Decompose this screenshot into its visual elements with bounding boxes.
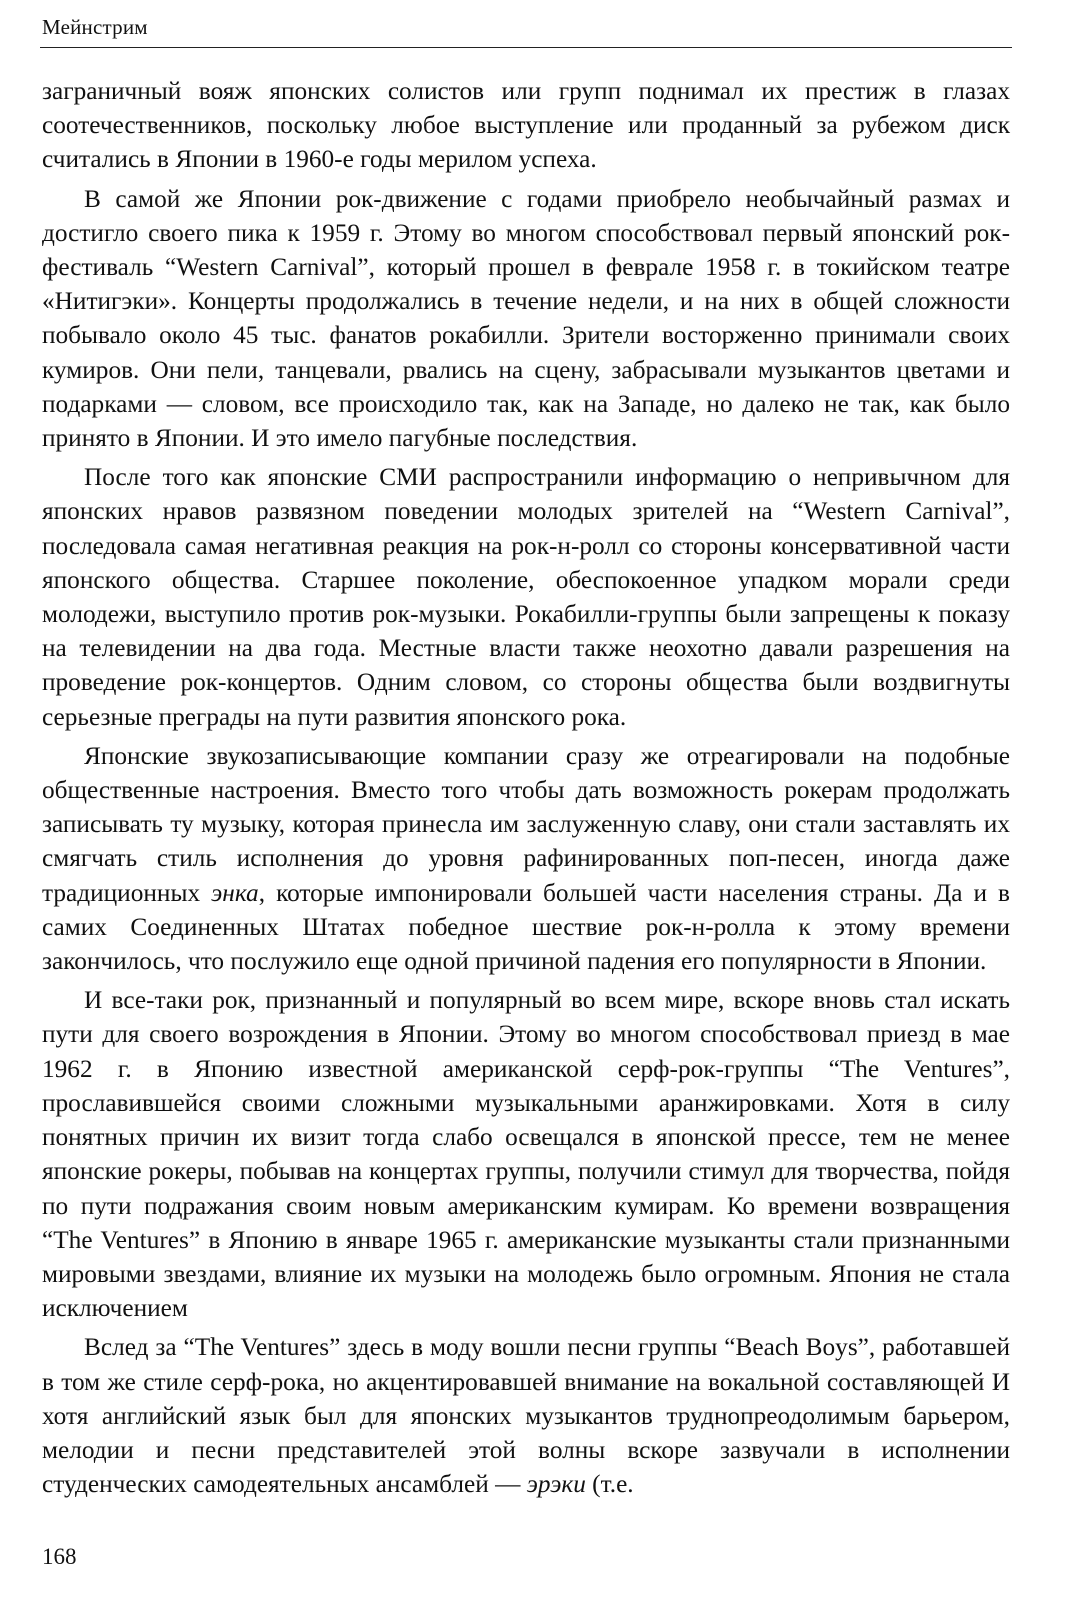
running-title: Мейнстрим [42,15,148,39]
italic-term: эрэки [526,1470,586,1499]
paragraph-text: заграничный вояж японских солистов или групп поднимал их престиж в глазах соотечественников, поскольку любое выступление или проданный за рубежом диск считались в Японии в 1960-е годы мерилом успеха. [42,77,1010,174]
paragraph-1 [42,74,1010,177]
paragraph-text: После того как японские СМИ распространили информацию о непривычном для японских нравов развязном поведении молодых зрителей на “Western Carnival”, последовала самая негативная реакция на рок-н-ролл со стороны консервативной части японского общества. Старшее поколение, обеспокоенное упадком морали среди молодежи, выступило против рок-музыки. Рокабилли-группы были запрещены к показу на телевидении на два года. Местные власти также неохотно давали разрешения на проведение рок-концертов. Одним словом, со стороны общества были воздвигнуты серьезные преграды на пути развития японского рока. [42,463,1010,731]
body-text [42,74,1010,1501]
paragraph-4 [42,739,1010,978]
paragraph-6 [42,1330,1010,1501]
paragraph-2 [42,182,1010,456]
page-number: 168 [42,1544,77,1569]
paragraph-3 [42,460,1010,734]
paragraph-text: Вслед за “The Ventures” здесь в моду вошли песни группы “Beach Boys”, работавшей в том же стиле серф-рока, но акцентировавшей внимание на вокальной составляющей И хотя английский язык был для японских музыкантов труднопреодолимым барьером, мелодии и песни представителей этой волны вскоре зазвучали в исполнении студенческих самодеятельных ансамблей — [42,1333,1010,1499]
paragraph-5 [42,983,1010,1325]
paragraph-text: (т.е. [585,1470,634,1499]
header-rule [40,47,1012,48]
paragraph-text: , которые импонировали большей части населения страны. Да и в самих Соединенных Штатах победное шествие рок-н-ролла к этому времени закончилось, что послужило еще одной причиной падения его популярности в Японии. [42,878,1010,976]
paragraph-text: Японские звукозаписывающие компании сразу же отреагировали на подобные общественные настроения. Вместо того чтобы дать возможность рокерам продолжать записывать ту музыку, которая принесла им заслуженную славу, они стали заставлять их смягчать стиль исполнения до уровня рафинированных поп-песен, иногда даже традиционных [42,741,1010,907]
paragraph-text: И все-таки рок, признанный и популярный во всем мире, вскоре вновь стал искать пути для своего возрождения в Японии. Этому во многом способствовал приезд в мае 1962 г. в Японию известной американской серф-рок-группы “The Ventures”, прославившейся своими сложными музыкальными аранжировками. Хотя в силу понятных причин их визит тогда слабо освещался в японской прессе, тем не менее японские рокеры, побывав на концертах группы, получили стимул для творчества, пойдя по пути подражания своим новым американским кумирам. Ко времени возвращения “The Ventures” в Японию в январе 1965 г. американские музыканты стали признанными мировыми звездами, влияние их музыки на молодежь было огромным. Япония не стала исключением [42,986,1010,1323]
paragraph-text: В самой же Японии рок-движение с годами приобрело необычайный размах и достигло своего пика к 1959 г. Этому во многом способствовал первый японский рок-фестиваль “Western Carnival”, который прошел в феврале 1958 г. в токийском театре «Нитигэки». Концерты продолжались в течение недели, и на них в общей сложности побывало около 45 тыс. фанатов рокабилли. Зрители восторженно принимали своих кумиров. Они пели, танцевали, рвались на сцену, забрасывали музыкантов цветами и подарками — словом, все происходило так, как на Западе, но далеко не так, как было принято в Японии. И это имело пагубные последствия. [42,184,1010,453]
italic-term: энка [211,878,259,907]
